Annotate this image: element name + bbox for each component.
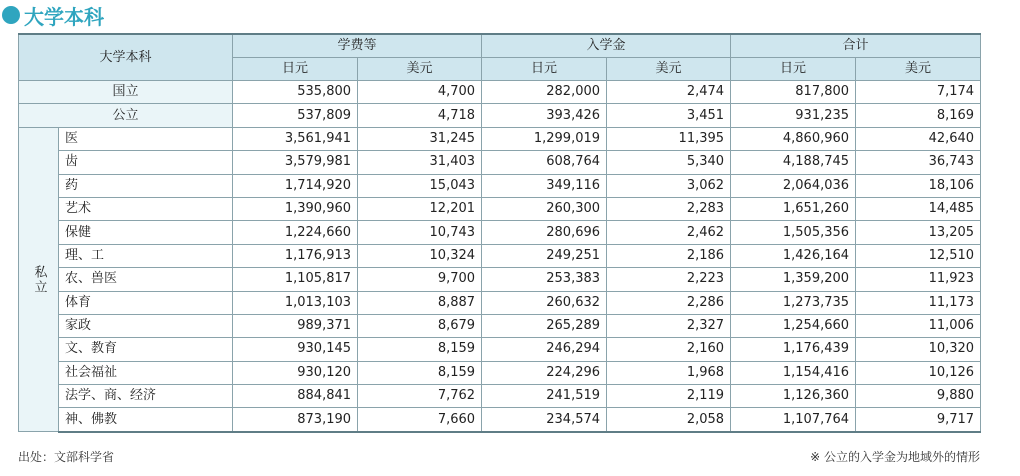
table-cell: 253,383 <box>482 268 607 291</box>
table-cell: 2,160 <box>607 338 731 361</box>
table-cell: 1,299,019 <box>482 127 607 150</box>
row-label: 国立 <box>19 81 233 104</box>
table-cell: 8,159 <box>358 361 482 384</box>
table-cell: 1,107,764 <box>731 408 856 432</box>
table-cell: 11,395 <box>607 127 731 150</box>
row-label: 保健 <box>59 221 233 244</box>
table-row <box>19 174 981 197</box>
table-cell: 11,006 <box>856 314 981 337</box>
table-cell: 31,403 <box>358 151 482 174</box>
table-cell: 1,154,416 <box>731 361 856 384</box>
table-cell: 36,743 <box>856 151 981 174</box>
table-cell: 1,126,360 <box>731 385 856 408</box>
row-label: 艺术 <box>59 197 233 220</box>
table-cell: 42,640 <box>856 127 981 150</box>
table-cell: 10,320 <box>856 338 981 361</box>
header-sub-usd: 美元 <box>856 58 981 81</box>
table-cell: 1,273,735 <box>731 291 856 314</box>
table-cell: 7,762 <box>358 385 482 408</box>
row-label: 农、兽医 <box>59 268 233 291</box>
table-cell: 7,660 <box>358 408 482 432</box>
table-cell: 1,359,200 <box>731 268 856 291</box>
table-cell: 873,190 <box>233 408 358 432</box>
table-cell: 535,800 <box>233 81 358 104</box>
table-cell: 2,119 <box>607 385 731 408</box>
table-cell: 1,105,817 <box>233 268 358 291</box>
header-sub-usd: 美元 <box>358 58 482 81</box>
footnote: ※ 公立的入学金为地域外的情形 <box>810 450 980 464</box>
table-row <box>19 104 981 127</box>
tuition-table <box>18 33 981 433</box>
table-cell: 224,296 <box>482 361 607 384</box>
table-row <box>19 127 981 150</box>
table-cell: 10,126 <box>856 361 981 384</box>
table-cell: 3,561,941 <box>233 127 358 150</box>
table-cell: 931,235 <box>731 104 856 127</box>
table-cell: 1,968 <box>607 361 731 384</box>
table-cell: 5,340 <box>607 151 731 174</box>
table-cell: 817,800 <box>731 81 856 104</box>
table-cell: 246,294 <box>482 338 607 361</box>
table-row <box>19 268 981 291</box>
table-cell: 280,696 <box>482 221 607 244</box>
header-sub-yen: 日元 <box>482 58 607 81</box>
table-cell: 282,000 <box>482 81 607 104</box>
table-cell: 2,064,036 <box>731 174 856 197</box>
table-cell: 1,224,660 <box>233 221 358 244</box>
table-cell: 930,120 <box>233 361 358 384</box>
table-cell: 1,254,660 <box>731 314 856 337</box>
table-row <box>19 151 981 174</box>
table-row <box>19 197 981 220</box>
table-cell: 1,714,920 <box>233 174 358 197</box>
table-cell: 10,743 <box>358 221 482 244</box>
row-label: 药 <box>59 174 233 197</box>
row-label: 理、工 <box>59 244 233 267</box>
header-sub-yen: 日元 <box>233 58 358 81</box>
table-cell: 9,717 <box>856 408 981 432</box>
table-row <box>19 221 981 244</box>
table-cell: 3,451 <box>607 104 731 127</box>
table-cell: 989,371 <box>233 314 358 337</box>
table-cell: 2,474 <box>607 81 731 104</box>
table-cell: 11,923 <box>856 268 981 291</box>
table-cell: 8,887 <box>358 291 482 314</box>
table-cell: 4,700 <box>358 81 482 104</box>
table-cell: 265,289 <box>482 314 607 337</box>
table-cell: 241,519 <box>482 385 607 408</box>
row-label: 齿 <box>59 151 233 174</box>
table-cell: 31,245 <box>358 127 482 150</box>
table-cell: 260,632 <box>482 291 607 314</box>
table-row <box>19 291 981 314</box>
table-cell: 2,186 <box>607 244 731 267</box>
table-cell: 2,283 <box>607 197 731 220</box>
header-corner: 大学本科 <box>19 34 233 81</box>
table-cell: 10,324 <box>358 244 482 267</box>
table-cell: 1,176,439 <box>731 338 856 361</box>
table-row <box>19 81 981 104</box>
source-note: 出处：文部科学省 <box>18 450 115 464</box>
row-label: 法学、商、经济 <box>59 385 233 408</box>
header-group-total: 合计 <box>731 34 981 58</box>
table-cell: 8,169 <box>856 104 981 127</box>
bullet-circle-icon <box>2 6 20 24</box>
table-row <box>19 244 981 267</box>
table-cell: 1,176,913 <box>233 244 358 267</box>
table-cell: 249,251 <box>482 244 607 267</box>
table-cell: 2,462 <box>607 221 731 244</box>
table-cell: 2,286 <box>607 291 731 314</box>
row-label: 神、佛教 <box>59 408 233 432</box>
header-sub-yen: 日元 <box>731 58 856 81</box>
table-cell: 2,058 <box>607 408 731 432</box>
table-cell: 260,300 <box>482 197 607 220</box>
table-cell: 11,173 <box>856 291 981 314</box>
row-label: 社会福祉 <box>59 361 233 384</box>
table-cell: 9,880 <box>856 385 981 408</box>
table-cell: 14,485 <box>856 197 981 220</box>
table-cell: 4,860,960 <box>731 127 856 150</box>
row-label: 医 <box>59 127 233 150</box>
section-title <box>2 0 104 30</box>
table-cell: 1,426,164 <box>731 244 856 267</box>
table-cell: 12,510 <box>856 244 981 267</box>
table-cell: 13,205 <box>856 221 981 244</box>
table-cell: 884,841 <box>233 385 358 408</box>
table-cell: 1,390,960 <box>233 197 358 220</box>
table-row <box>19 361 981 384</box>
table-cell: 349,116 <box>482 174 607 197</box>
header-group-admission: 入学金 <box>482 34 731 58</box>
table-row <box>19 385 981 408</box>
table-cell: 537,809 <box>233 104 358 127</box>
table-cell: 7,174 <box>856 81 981 104</box>
table-cell: 3,062 <box>607 174 731 197</box>
table-cell: 4,718 <box>358 104 482 127</box>
table-cell: 18,106 <box>856 174 981 197</box>
table-cell: 608,764 <box>482 151 607 174</box>
table-cell: 3,579,981 <box>233 151 358 174</box>
section-title-text: 大学本科 <box>24 4 104 29</box>
row-label: 家政 <box>59 314 233 337</box>
row-label: 公立 <box>19 104 233 127</box>
table-cell: 1,651,260 <box>731 197 856 220</box>
table-cell: 15,043 <box>358 174 482 197</box>
table-cell: 930,145 <box>233 338 358 361</box>
table-cell: 4,188,745 <box>731 151 856 174</box>
table-cell: 12,201 <box>358 197 482 220</box>
table-cell: 393,426 <box>482 104 607 127</box>
table-cell: 234,574 <box>482 408 607 432</box>
table-row <box>19 338 981 361</box>
table-row <box>19 314 981 337</box>
table-cell: 8,159 <box>358 338 482 361</box>
table-cell: 9,700 <box>358 268 482 291</box>
table-cell: 1,013,103 <box>233 291 358 314</box>
row-label: 文、教育 <box>59 338 233 361</box>
table-cell: 1,505,356 <box>731 221 856 244</box>
row-label: 体育 <box>59 291 233 314</box>
header-sub-usd: 美元 <box>607 58 731 81</box>
header-group-tuition: 学费等 <box>233 34 482 58</box>
private-group-label: 私立 <box>19 127 59 432</box>
table-row <box>19 408 981 432</box>
table-cell: 8,679 <box>358 314 482 337</box>
table-cell: 2,223 <box>607 268 731 291</box>
table-cell: 2,327 <box>607 314 731 337</box>
